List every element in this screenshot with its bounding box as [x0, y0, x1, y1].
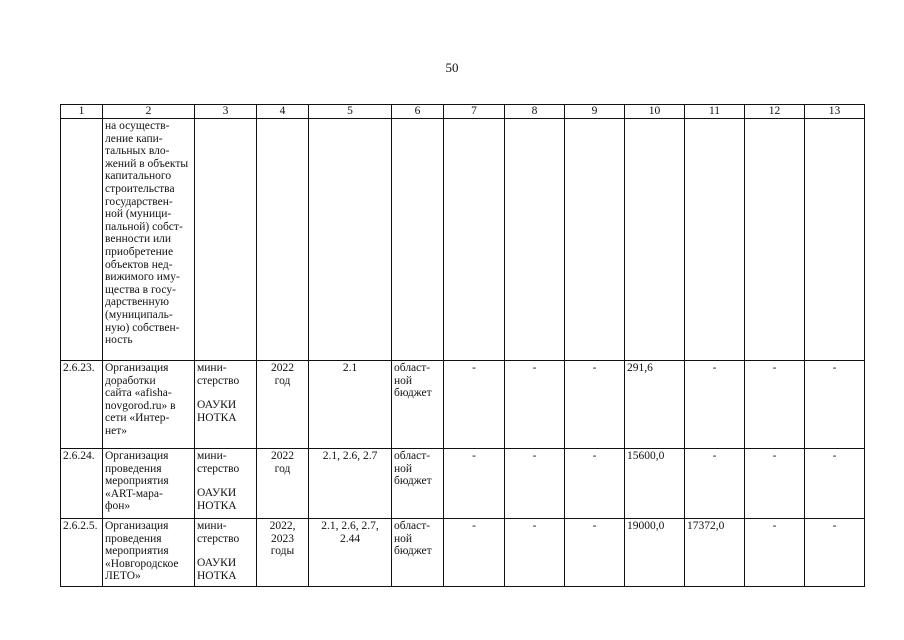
period — [257, 519, 309, 587]
text-line: ОАУКИ — [197, 557, 237, 570]
amount-col12: - — [745, 361, 805, 449]
text-line: строительства — [105, 182, 175, 195]
item-name — [103, 519, 195, 587]
amount-col10: 19000,0 — [625, 519, 685, 587]
text-line: ОАУКИ — [197, 399, 237, 412]
item-number: 2.6.24. — [61, 449, 103, 519]
item-name — [103, 361, 195, 449]
text-line: бюджет — [394, 545, 432, 558]
indicators — [309, 361, 392, 449]
header-cell: 9 — [565, 105, 625, 119]
text-line: Организация — [105, 450, 169, 462]
text-line: капитального — [105, 170, 172, 183]
program-table — [60, 104, 865, 587]
text-line: жений в объекты — [105, 157, 189, 170]
text-line: сети «Интер- — [105, 412, 170, 425]
funding-source — [392, 449, 444, 519]
amount-col12: - — [745, 519, 805, 587]
text-line: щества в госу- — [105, 283, 176, 296]
header-cell: 1 — [61, 105, 103, 119]
indicators — [309, 519, 392, 587]
text-line: област- — [394, 450, 431, 462]
amount-col10: 15600,0 — [625, 449, 685, 519]
header-row — [61, 105, 865, 119]
text-line: (муниципаль- — [105, 308, 173, 321]
amount-col7: - — [444, 361, 505, 449]
amount-col9: - — [565, 449, 625, 519]
amount-col11: - — [685, 449, 745, 519]
funding-source — [392, 361, 444, 449]
header-cell: 11 — [685, 105, 745, 119]
page-number: 50 — [445, 60, 459, 75]
text-line: стерство — [197, 532, 240, 545]
text-line: бюджет — [394, 475, 432, 488]
amount-col13: - — [805, 449, 865, 519]
amount-col13: - — [805, 361, 865, 449]
period — [257, 361, 309, 449]
text-line: год — [274, 374, 291, 387]
text-line: фон» — [105, 500, 131, 513]
header-cell: 10 — [625, 105, 685, 119]
text-line: венности или — [105, 233, 172, 246]
text-line: 2.1, 2.6, 2.7 — [322, 450, 378, 462]
text-line: 2.1 — [342, 362, 358, 374]
header-cell: 3 — [195, 105, 257, 119]
text-line: вижимого иму- — [105, 271, 180, 284]
text-line: на осуществ- — [105, 120, 170, 132]
text-line: тальных вло- — [105, 145, 170, 158]
amount-col8: - — [505, 519, 565, 587]
text-line: ление капи- — [105, 132, 163, 145]
executor — [195, 361, 257, 449]
text-line: государствен- — [105, 195, 173, 208]
text-line: НОТКА — [197, 499, 237, 512]
text-line: ной — [394, 374, 413, 387]
text-line: Организация — [105, 520, 169, 532]
text-line: ной — [394, 532, 413, 545]
text-line: проведения — [105, 462, 162, 475]
header-cell: 2 — [103, 105, 195, 119]
text-line: проведения — [105, 532, 162, 545]
text-line: нет» — [105, 424, 128, 437]
text-line: мероприятия — [105, 545, 169, 558]
text-line: НОТКА — [197, 411, 237, 424]
text-line: мини- — [197, 450, 227, 462]
text-line: 2023 — [271, 532, 294, 545]
text-line: стерство — [197, 374, 240, 387]
text-line: сайта «afisha- — [105, 387, 172, 400]
period — [257, 449, 309, 519]
text-line: «ART-мара- — [105, 487, 163, 500]
amount-col12: - — [745, 449, 805, 519]
text-line: мини- — [197, 362, 227, 374]
text-line: объектов нед- — [105, 258, 173, 271]
header-cell: 4 — [257, 105, 309, 119]
amount-col7: - — [444, 449, 505, 519]
text-line: пальной) собст- — [105, 220, 183, 233]
organization — [197, 399, 254, 424]
text-line: 2.1, 2.6, 2.7, — [321, 520, 379, 532]
executor — [195, 519, 257, 587]
amount-col9: - — [565, 361, 625, 449]
table-row — [61, 449, 865, 519]
table-body — [61, 105, 865, 587]
text-line: годы — [270, 545, 295, 558]
text-line: 2.44 — [339, 532, 361, 545]
text-line: ОАУКИ — [197, 487, 237, 500]
text-line: мини- — [197, 520, 227, 532]
table-row — [61, 361, 865, 449]
header-cell: 6 — [392, 105, 444, 119]
amount-col13: - — [805, 519, 865, 587]
amount-col8: - — [505, 449, 565, 519]
text-line: приобретение — [105, 245, 174, 258]
text-line: ную) собствен- — [105, 321, 180, 334]
header-cell: 5 — [309, 105, 392, 119]
header-cell: 8 — [505, 105, 565, 119]
text-line: 2022, — [269, 520, 296, 532]
amount-col8: - — [505, 361, 565, 449]
text-line: област- — [394, 362, 431, 374]
text-line: ной (муници- — [105, 208, 172, 221]
amount-col11: - — [685, 361, 745, 449]
text-line: ЛЕТО» — [105, 570, 141, 583]
funding-source — [392, 519, 444, 587]
item-number: 2.6.2.5. — [61, 519, 103, 587]
continuation-text — [103, 119, 195, 361]
indicators — [309, 449, 392, 519]
text-line: област- — [394, 520, 431, 532]
text-line: год — [274, 462, 291, 475]
amount-col11: 17372,0 — [685, 519, 745, 587]
text-line: стерство — [197, 462, 240, 475]
text-line: мероприятия — [105, 475, 169, 488]
text-line: дарственную — [105, 296, 169, 309]
header-cell: 13 — [805, 105, 865, 119]
organization — [197, 557, 254, 582]
text-line: novgorod.ru» в — [105, 399, 176, 412]
item-number: 2.6.23. — [61, 361, 103, 449]
text-line: Организация — [105, 362, 169, 374]
text-line: НОТКА — [197, 569, 237, 582]
organization — [197, 487, 254, 512]
table-row — [61, 519, 865, 587]
text-line: ность — [105, 334, 133, 347]
amount-col9: - — [565, 519, 625, 587]
text-line: 2022 — [271, 362, 294, 374]
continuation-row — [61, 119, 865, 361]
text-line: «Новгородское — [105, 557, 179, 570]
text-line: 2022 — [271, 450, 294, 462]
text-line: бюджет — [394, 387, 432, 400]
text-line: доработки — [105, 374, 156, 387]
executor — [195, 449, 257, 519]
item-name — [103, 449, 195, 519]
amount-col10: 291,6 — [625, 361, 685, 449]
amount-col7: - — [444, 519, 505, 587]
text-line: ной — [394, 462, 413, 475]
header-cell: 12 — [745, 105, 805, 119]
header-cell: 7 — [444, 105, 505, 119]
